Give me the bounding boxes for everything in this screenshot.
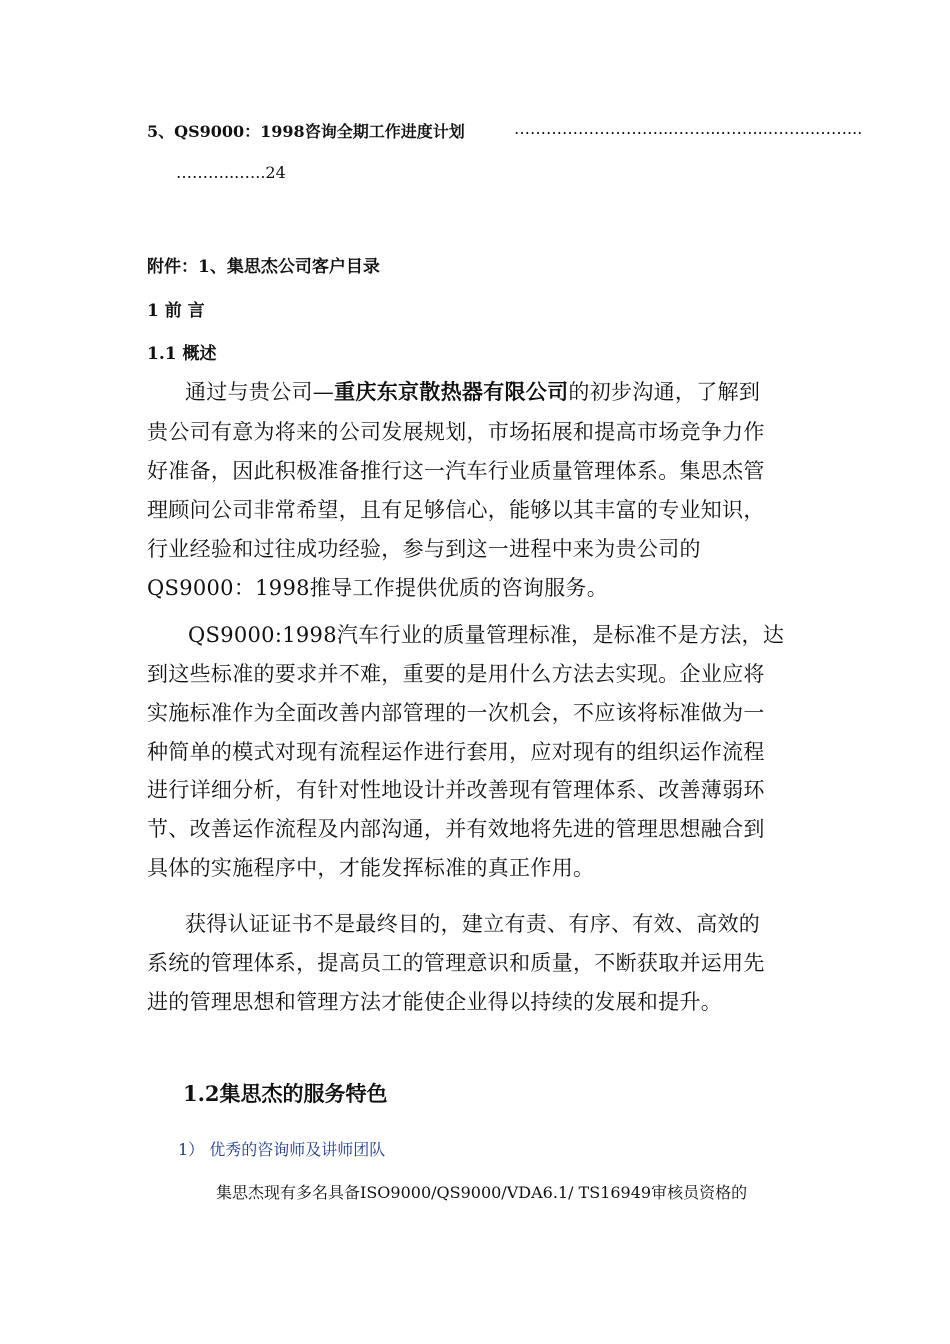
paragraph-3-line: 进的管理思想和管理方法才能使企业得以持续的发展和提升。 [147, 990, 723, 1014]
para1-text-a: 通过与贵公司— [185, 380, 335, 404]
paragraph-2-line: QS9000:1998汽车行业的质量管理标准，是标准不是方法，达 [188, 623, 785, 647]
service-item-1-text: 集思杰现有多名具备ISO9000/QS9000/VDA6.1/ TS16949审核员资格的 [216, 1183, 748, 1202]
toc-item-5-page[interactable]: ………...…..24 [176, 163, 286, 182]
paragraph-2-line: 进行详细分析，有针对性地设计并改善现有管理体系、改善薄弱环 [147, 778, 765, 802]
service-item-1-title: 1） 优秀的咨询师及讲师团队 [178, 1140, 386, 1159]
toc-item-5-title[interactable]: 5、QS9000：1998咨询全期工作进度计划 [147, 122, 465, 141]
paragraph-2-line: 到这些标准的要求并不难，重要的是用什么方法去实现。企业应将 [147, 662, 765, 686]
paragraph-2-line: 实施标准作为全面改善内部管理的一次机会，不应该将标准做为一 [147, 701, 765, 725]
appendix-line: 附件：1、集思杰公司客户目录 [147, 257, 380, 277]
client-company-name: 重庆东京散热器有限公司 [334, 380, 569, 404]
section-1-heading: 1 前 言 [147, 301, 205, 321]
paragraph-1-line: 行业经验和过往成功经验，参与到这一进程中来为贵公司的 [147, 537, 701, 561]
paragraph-2-line: 节、改善运作流程及内部沟通，并有效地将先进的管理思想融合到 [147, 817, 765, 841]
para1-text-c: 的初步沟通，了解到 [568, 380, 761, 404]
section-1-2-heading: 1.2集思杰的服务特色 [183, 1081, 388, 1106]
toc-item-5-leader: ………………………...……...……...……...……... [514, 119, 863, 138]
section-1-1-heading: 1.1 概述 [147, 344, 217, 364]
paragraph-1-line: QS9000：1998推导工作提供优质的咨询服务。 [147, 576, 608, 600]
paragraph-1-line: 好准备，因此积极准备推行这一汽车行业质量管理体系。集思杰管 [147, 459, 765, 483]
paragraph-1-line: 贵公司有意为将来的公司发展规划，市场拓展和提高市场竞争力作 [147, 420, 765, 444]
paragraph-3-line: 系统的管理体系，提高员工的管理意识和质量，不断获取并运用先 [147, 951, 765, 975]
paragraph-2-line: 种简单的模式对现有流程运作进行套用，应对现有的组织运作流程 [147, 740, 765, 764]
paragraph-3-line: 获得认证证书不是最终目的，建立有责、有序、有效、高效的 [185, 912, 761, 936]
paragraph-2-line: 具体的实施程序中，才能发挥标准的真正作用。 [147, 856, 595, 880]
paragraph-1-line: 理顾问公司非常希望，且有足够信心，能够以其丰富的专业知识， [147, 498, 765, 522]
paragraph-1-line-1 [185, 376, 760, 406]
